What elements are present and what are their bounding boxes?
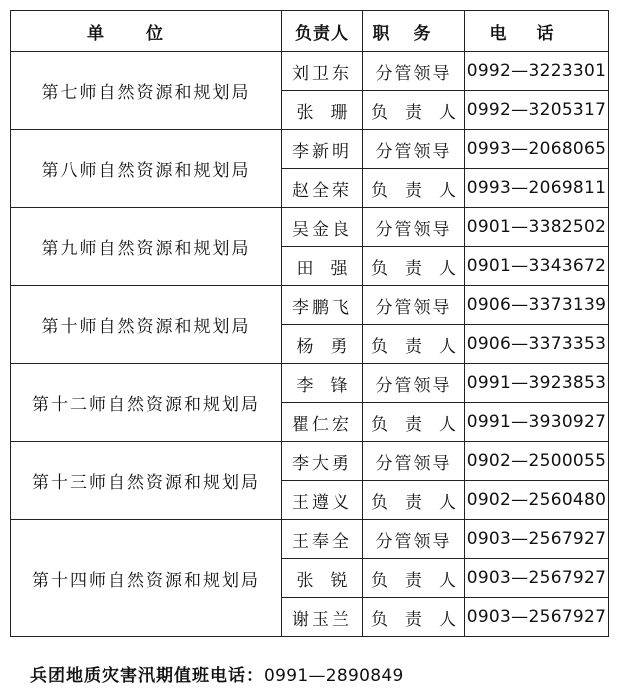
header-role: 职务 [363,11,465,52]
table-body [11,52,609,637]
person-name-cell: 赵全荣 [282,169,363,208]
unit-name-cell: 第十师自然资源和规划局 [11,286,282,364]
person-name-cell: 谢玉兰 [282,598,363,637]
table-row [11,520,609,559]
unit-name-cell: 第七师自然资源和规划局 [11,52,282,130]
phone-cell: 0992—3205317 [465,91,609,130]
phone-cell: 0906—3373353 [465,325,609,364]
person-name-cell: 吴金良 [282,208,363,247]
role-cell: 负 责 人 [363,481,465,520]
role-cell: 负 责 人 [363,598,465,637]
person-name-cell: 李大勇 [282,442,363,481]
phone-cell: 0903—2567927 [465,559,609,598]
role-cell: 负 责 人 [363,247,465,286]
phone-cell: 0903—2567927 [465,598,609,637]
role-cell: 负 责 人 [363,169,465,208]
role-cell: 负 责 人 [363,325,465,364]
phone-cell: 0902—2560480 [465,481,609,520]
header-unit: 单位 [11,11,282,52]
role-cell: 分管领导 [363,52,465,91]
phone-cell: 0903—2567927 [465,520,609,559]
person-name-cell: 王奉全 [282,520,363,559]
person-name-cell: 瞿仁宏 [282,403,363,442]
header-person: 负责人 [282,11,363,52]
contact-table [10,10,609,637]
role-cell: 分管领导 [363,520,465,559]
phone-cell: 0902—2500055 [465,442,609,481]
table-header-row [11,11,609,52]
role-cell: 分管领导 [363,286,465,325]
table-row [11,52,609,91]
phone-cell: 0906—3373139 [465,286,609,325]
table-row [11,364,609,403]
person-name-cell: 李 锋 [282,364,363,403]
role-cell: 负 责 人 [363,91,465,130]
person-name-cell: 李鹏飞 [282,286,363,325]
table-row [11,208,609,247]
person-name-cell: 杨 勇 [282,325,363,364]
duty-phone-note [30,661,404,686]
person-name-cell: 张 珊 [282,91,363,130]
phone-cell: 0991—3930927 [465,403,609,442]
unit-name-cell: 第十三师自然资源和规划局 [11,442,282,520]
unit-name-cell: 第十四师自然资源和规划局 [11,520,282,637]
role-cell: 分管领导 [363,130,465,169]
role-cell: 负 责 人 [363,559,465,598]
person-name-cell: 王遵义 [282,481,363,520]
table-row [11,286,609,325]
role-cell: 分管领导 [363,208,465,247]
unit-name-cell: 第八师自然资源和规划局 [11,130,282,208]
phone-cell: 0901—3382502 [465,208,609,247]
unit-name-cell: 第九师自然资源和规划局 [11,208,282,286]
unit-name-cell: 第十二师自然资源和规划局 [11,364,282,442]
phone-cell: 0993—2068065 [465,130,609,169]
role-cell: 负 责 人 [363,403,465,442]
phone-cell: 0992—3223301 [465,52,609,91]
role-cell: 分管领导 [363,364,465,403]
duty-phone-number: 0991—2890849 [264,666,404,686]
table-row [11,442,609,481]
duty-phone-label: 兵团地质灾害汛期值班电话： [30,666,264,686]
person-name-cell: 刘卫东 [282,52,363,91]
role-cell: 分管领导 [363,442,465,481]
phone-cell: 0993—2069811 [465,169,609,208]
phone-cell: 0991—3923853 [465,364,609,403]
person-name-cell: 张 锐 [282,559,363,598]
person-name-cell: 李新明 [282,130,363,169]
person-name-cell: 田 强 [282,247,363,286]
table-row [11,130,609,169]
header-phone: 电话 [465,11,609,52]
phone-cell: 0901—3343672 [465,247,609,286]
